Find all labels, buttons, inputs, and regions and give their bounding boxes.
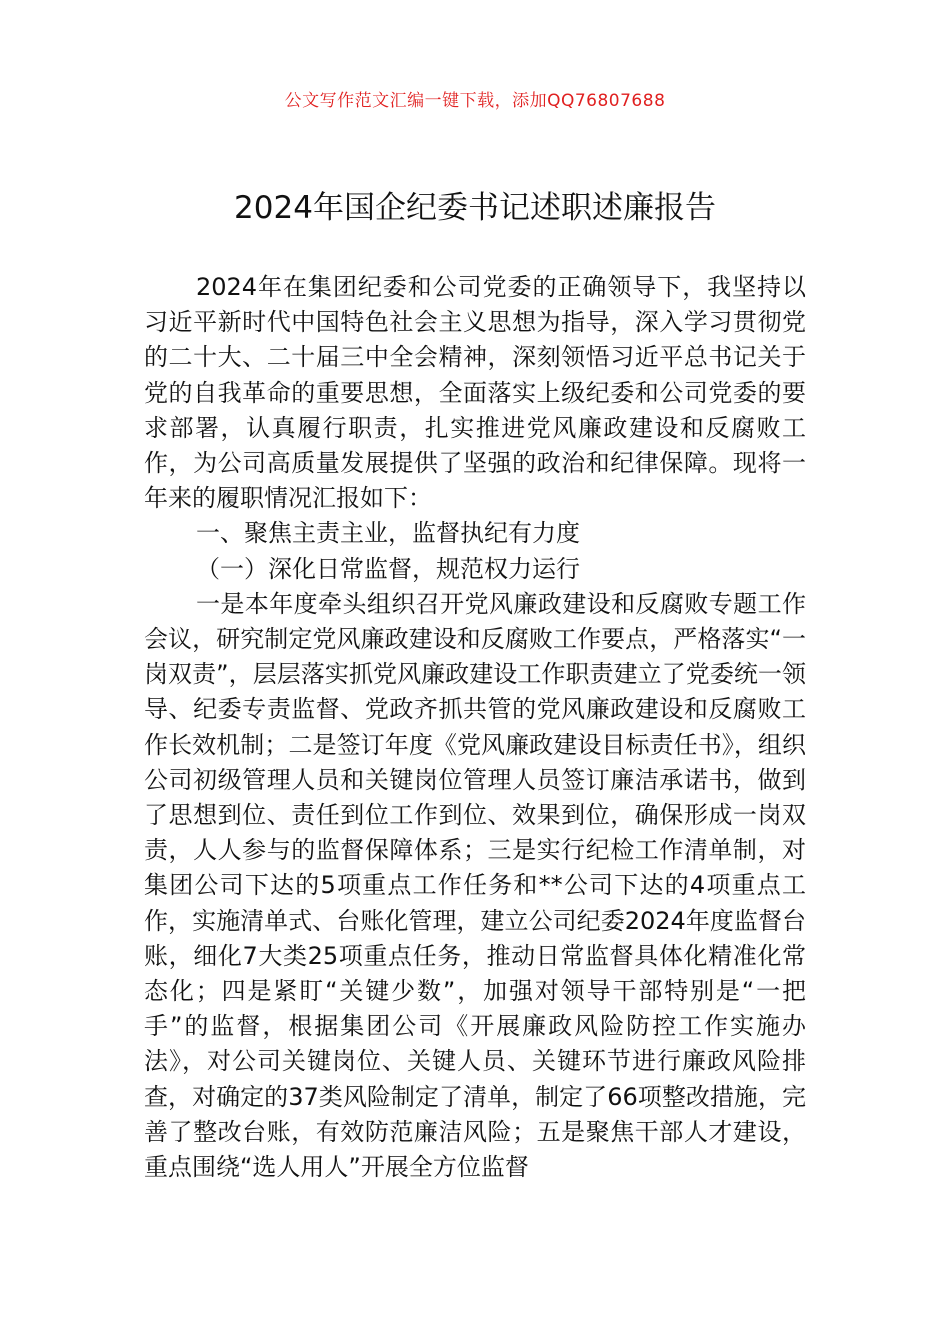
section-heading: 一、聚焦主责主业，监督执纪有力度 <box>196 519 580 548</box>
document-title: 2024年国企纪委书记述职述廉报告 <box>234 190 716 226</box>
document-body <box>144 270 806 1185</box>
subsection-heading: （一）深化日常监督，规范权力运行 <box>196 554 580 583</box>
promo-banner[interactable]: 公文写作范文汇编一键下载，添加QQ76807688 <box>284 91 666 111</box>
paragraph-body: 一是本年度牵头组织召开党风廉政建设和反腐败专题工作会议，研究制定党风廉政建设和反腐败工作要点，严格落实“一岗双责”，层层落实抓党风廉政建设工作职责建立了党委统一领导、纪委专责监督、党政齐抓共管的党风廉政建设和反腐败工作长效机制；二是签订年度《党风廉政建设目标责任书》，组织公司初级管理人员和关键岗位管理人员签订廉洁承诺书，做到了思想到位、责任到位工作到位、效果到位，确保形成一岗双责，人人参与的监督保障体系；三是实行纪检工作清单制，对集团公司下达的5项重点工作任务和**公司下达的4项重点工作，实施清单式、台账化管理，建立公司纪委2024年度监督台账，细化7大类25项重点任务，推动日常监督具体化精准化常态化；四是紧盯“关键少数”，加强对领导干部特别是“一把手”的监督，根据集团公司《开展廉政风险防控工作实施办法》，对公司关键岗位、关键人员、关键环节进行廉政风险排查，对确定的37类风险制定了清单，制定了66项整改措施，完善了整改台账，有效防范廉洁风险；五是聚焦干部人才建设，重点围绕“选人用人”开展全方位监督 <box>144 589 806 1182</box>
paragraph-intro: 2024年在集团纪委和公司党委的正确领导下，我坚持以习近平新时代中国特色社会主义思想为指导，深入学习贯彻党的二十大、二十届三中全会精神，深刻领悟习近平总书记关于党的自我革命的重要思想，全面落实上级纪委和公司党委的要求部署，认真履行职责，扎实推进党风廉政建设和反腐败工作，为公司高质量发展提供了坚强的政治和纪律保障。现将一年来的履职情况汇报如下： <box>144 273 806 513</box>
